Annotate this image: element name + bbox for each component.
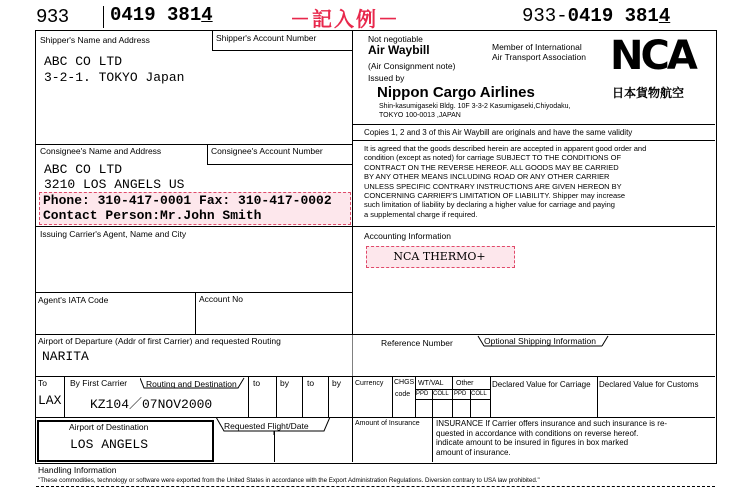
routing-divider	[276, 376, 277, 417]
company-address1: Shin-kasumigaseki Bldg. 10F 3-3-2 Kasumigaseki,Chiyodaku,	[379, 103, 571, 110]
optional-shipping-label: Optional Shipping Information	[484, 336, 596, 346]
shipper-line1: ABC CO LTD	[44, 54, 123, 69]
consignee-line1: ABC CO LTD	[44, 162, 123, 177]
insurance-divider	[432, 417, 433, 462]
agent-top-line	[36, 226, 715, 227]
shipper-label: Shipper's Name and Address	[40, 35, 150, 45]
awb-full-prefix: 933-	[522, 5, 568, 27]
routing-divider	[392, 376, 393, 417]
consignee-account-label: Consignee's Account Number	[211, 146, 323, 156]
header-divider	[103, 6, 104, 28]
routing-bottom-line	[36, 417, 715, 418]
awb-number-last: 4	[201, 4, 213, 26]
routing-top-line	[36, 376, 715, 377]
insurance-line: amount of insurance.	[436, 447, 511, 457]
consignee-line2: 3210 LOS ANGELS US	[44, 177, 185, 192]
routing-divider	[490, 376, 491, 417]
conditions-line: BY ANY OTHER MEANS INCLUDING ROAD OR ANY OTHER CARRIER	[364, 172, 610, 182]
routing-divider	[597, 376, 598, 417]
shipper-bottom-line	[36, 144, 352, 145]
routing-destination-label: Routing and Destination	[146, 379, 237, 389]
iata-label: Agent's IATA Code	[38, 295, 109, 305]
agent-bottom-line	[36, 292, 352, 293]
accounting-value: NCA THERMO+	[393, 250, 486, 263]
declared-customs-label: Declared Value for Customs	[599, 380, 699, 389]
handling-label: Handling Information	[38, 465, 117, 475]
destination-label: Airport of Destination	[69, 422, 149, 432]
handling-text: "These commodities, technology or software were exported from the United States in accordance with the Export Administration Regulations. Diversion contrary to USA law prohibited."	[38, 477, 540, 484]
not-negotiable: Not negotiable	[368, 34, 423, 44]
departure-label: Airport of Departure (Addr of first Carrier) and requested Routing	[38, 336, 281, 346]
consignee-label: Consignee's Name and Address	[40, 146, 162, 156]
other-label: Other	[456, 380, 474, 387]
coll-label-2: COLL	[471, 391, 487, 397]
member-line2: Air Transport Association	[492, 52, 587, 62]
accounting-label: Accounting Information	[364, 231, 451, 241]
routing-sub-line	[415, 399, 490, 400]
flight-date-divider	[274, 431, 275, 462]
to-label-2: to	[253, 378, 261, 388]
insurance-text	[436, 419, 667, 457]
account-no-label: Account No	[199, 294, 243, 304]
routing-divider	[248, 376, 249, 417]
copies-top-line	[352, 124, 715, 125]
code-label: code	[395, 391, 411, 398]
nca-logo: NCA	[610, 33, 695, 79]
routing-sub-line	[415, 389, 490, 390]
copies-bottom-line	[352, 140, 715, 141]
routing-divider	[64, 376, 65, 417]
page-title: －記入例－	[290, 7, 400, 31]
departure-value: NARITA	[42, 349, 89, 364]
insurance-amount-label: Amount of Insurance	[355, 420, 420, 427]
to-label-3: to	[307, 378, 315, 388]
by-label-2: by	[280, 378, 289, 388]
copies-text: Copies 1, 2 and 3 of this Air Waybill are originals and have the same validity	[364, 128, 633, 137]
awb-full-number	[522, 5, 670, 27]
shipper-line2: 3-2-1. TOKYO Japan	[44, 70, 185, 85]
awb-prefix: 933	[36, 6, 69, 28]
currency-label: Currency	[355, 380, 384, 387]
ppd-label: PPD	[416, 391, 429, 397]
consignee-phone: Phone: 310-417-0001 Fax: 310-417-0002	[43, 193, 332, 208]
flight-value: KZ104／07NOV2000	[90, 397, 213, 412]
issued-by: Issued by	[368, 73, 405, 83]
nca-logo-jp: 日本貨物航空	[612, 86, 685, 100]
company-name: Nippon Cargo Airlines	[377, 84, 535, 101]
member-line1: Member of International	[492, 42, 582, 52]
awb-number-main: 0419 381	[110, 4, 202, 26]
company-address2: TOKYO 100-0013 ,JAPAN	[379, 112, 461, 119]
flight-date-label: Requested Flight/Date	[224, 421, 309, 431]
awb-full-last: 4	[658, 5, 671, 27]
waybill-title: Air Waybill	[368, 43, 430, 57]
routing-divider	[352, 376, 353, 462]
awb-full-main: 0419 381	[567, 5, 659, 27]
routing-divider	[328, 376, 329, 417]
conditions-line: such limitation of liability by declaring a higher value for carriage and paying	[364, 200, 615, 210]
insurance-line: INSURANCE If Carrier offers insurance and such insurance is re-	[436, 419, 668, 428]
consignee-account-divider	[207, 144, 208, 164]
conditions-line: It is agreed that the goods described herein are accepted in apparent good order and	[364, 144, 647, 153]
handling-bottom-line	[36, 486, 715, 487]
first-carrier-label: By First Carrier	[70, 378, 128, 388]
insurance-line: quested in accordance with conditions on reverse hereof.	[436, 428, 639, 438]
conditions-line: CONCERNING CARRIER'S LIMITATION OF LIABILITY. Shipper may increase	[364, 191, 626, 201]
shipper-account-divider	[212, 30, 213, 50]
wt-val-label: WT/VAL	[418, 380, 444, 387]
insurance-line: indicate amount to be insured in figures in box marked	[436, 438, 629, 447]
conditions-text	[364, 144, 646, 219]
routing-divider	[302, 376, 303, 417]
conditions-line: UNLESS SPECIFIC CONTRARY INSTRUCTIONS ARE GIVEN HEREON BY	[364, 181, 622, 191]
shipper-account-label: Shipper's Account Number	[216, 33, 317, 43]
iata-divider	[195, 292, 196, 334]
coll-label: COLL	[433, 391, 449, 397]
by-label-3: by	[332, 378, 341, 388]
agent-label: Issuing Carrier's Agent, Name and City	[40, 229, 187, 239]
consignee-account-line	[207, 164, 352, 165]
departure-lines	[352, 334, 715, 376]
declared-carriage-label: Declared Value for Carriage	[492, 380, 591, 389]
destination-value: LOS ANGELS	[70, 437, 149, 452]
awb-number	[110, 4, 213, 26]
main-divider	[352, 30, 353, 334]
to-label: To	[38, 378, 47, 388]
conditions-line: condition (except as noted) for carriage SUBJECT TO THE CONDITIONS OF	[364, 153, 622, 163]
conditions-line: a supplemental charge if required.	[364, 209, 478, 219]
consignee-contact: Contact Person:Mr.John Smith	[43, 208, 262, 223]
routing-divider	[452, 376, 453, 417]
ppd-label-2: PPD	[454, 391, 467, 397]
to-value: LAX	[38, 393, 62, 408]
reference-number-label: Reference Number	[381, 338, 453, 348]
waybill-subtitle: (Air Consignment note)	[368, 61, 456, 71]
chgs-label: CHGS	[394, 379, 415, 386]
shipper-account-line	[212, 50, 352, 51]
conditions-line: CONTRACT ON THE REVERSE HEREOF. ALL GOODS MAY BE CARRIED	[364, 162, 619, 172]
